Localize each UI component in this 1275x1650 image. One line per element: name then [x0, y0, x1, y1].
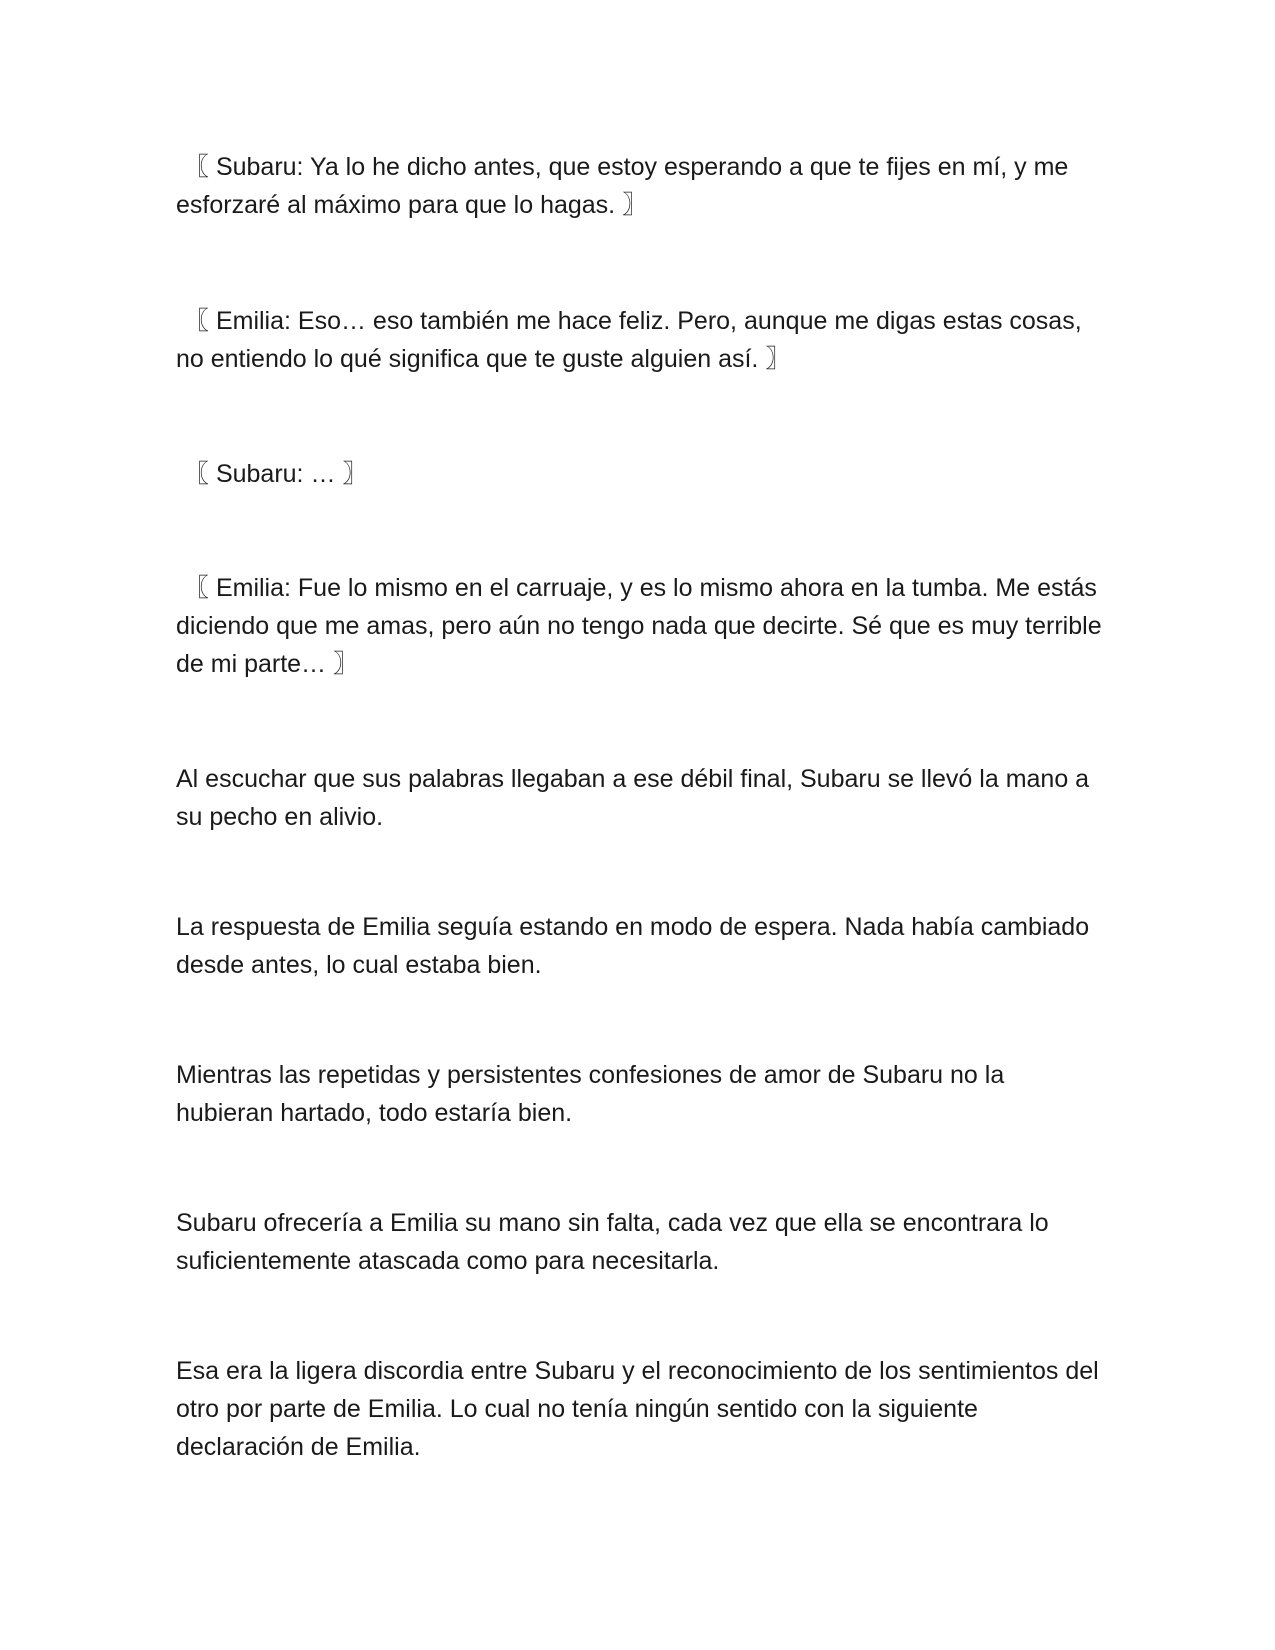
- dialogue-paragraph: 〖 Emilia: Eso… eso también me hace feliz. Pero, aunque me digas estas cosas, no entiendo lo qué significa que te guste alguien así. 〗: [176, 307, 1082, 373]
- narration-paragraph: Subaru ofrecería a Emilia su mano sin falta, cada vez que ella se encontrara lo suficientemente atascada como para necesitarla.: [176, 1209, 1049, 1275]
- narration-paragraph: Mientras las repetidas y persistentes confesiones de amor de Subaru no la hubieran hartado, todo estaría bien.: [176, 1061, 1005, 1127]
- narration-paragraph: Al escuchar que sus palabras llegaban a ese débil final, Subaru se llevó la mano a su pecho en alivio.: [176, 765, 1090, 831]
- dialogue-paragraph: 〖 Emilia: Fue lo mismo en el carruaje, y es lo mismo ahora en la tumba. Me estás diciendo que me amas, pero aún no tengo nada que decirte. Sé que es muy terrible de mi parte… 〗: [176, 574, 1102, 678]
- dialogue-paragraph: 〖 Subaru: … 〗: [184, 460, 368, 488]
- narration-paragraph: La respuesta de Emilia seguía estando en modo de espera. Nada había cambiado desde antes, lo cual estaba bien.: [176, 913, 1090, 979]
- narration-paragraph: Esa era la ligera discordia entre Subaru y el reconocimiento de los sentimientos del otro por parte de Emilia. Lo cual no tenía ningún sentido con la siguiente declaración de Emilia.: [176, 1357, 1099, 1461]
- dialogue-paragraph: 〖 Subaru: Ya lo he dicho antes, que estoy esperando a que te fijes en mí, y me esforzaré al máximo para que lo hagas. 〗: [176, 153, 1069, 219]
